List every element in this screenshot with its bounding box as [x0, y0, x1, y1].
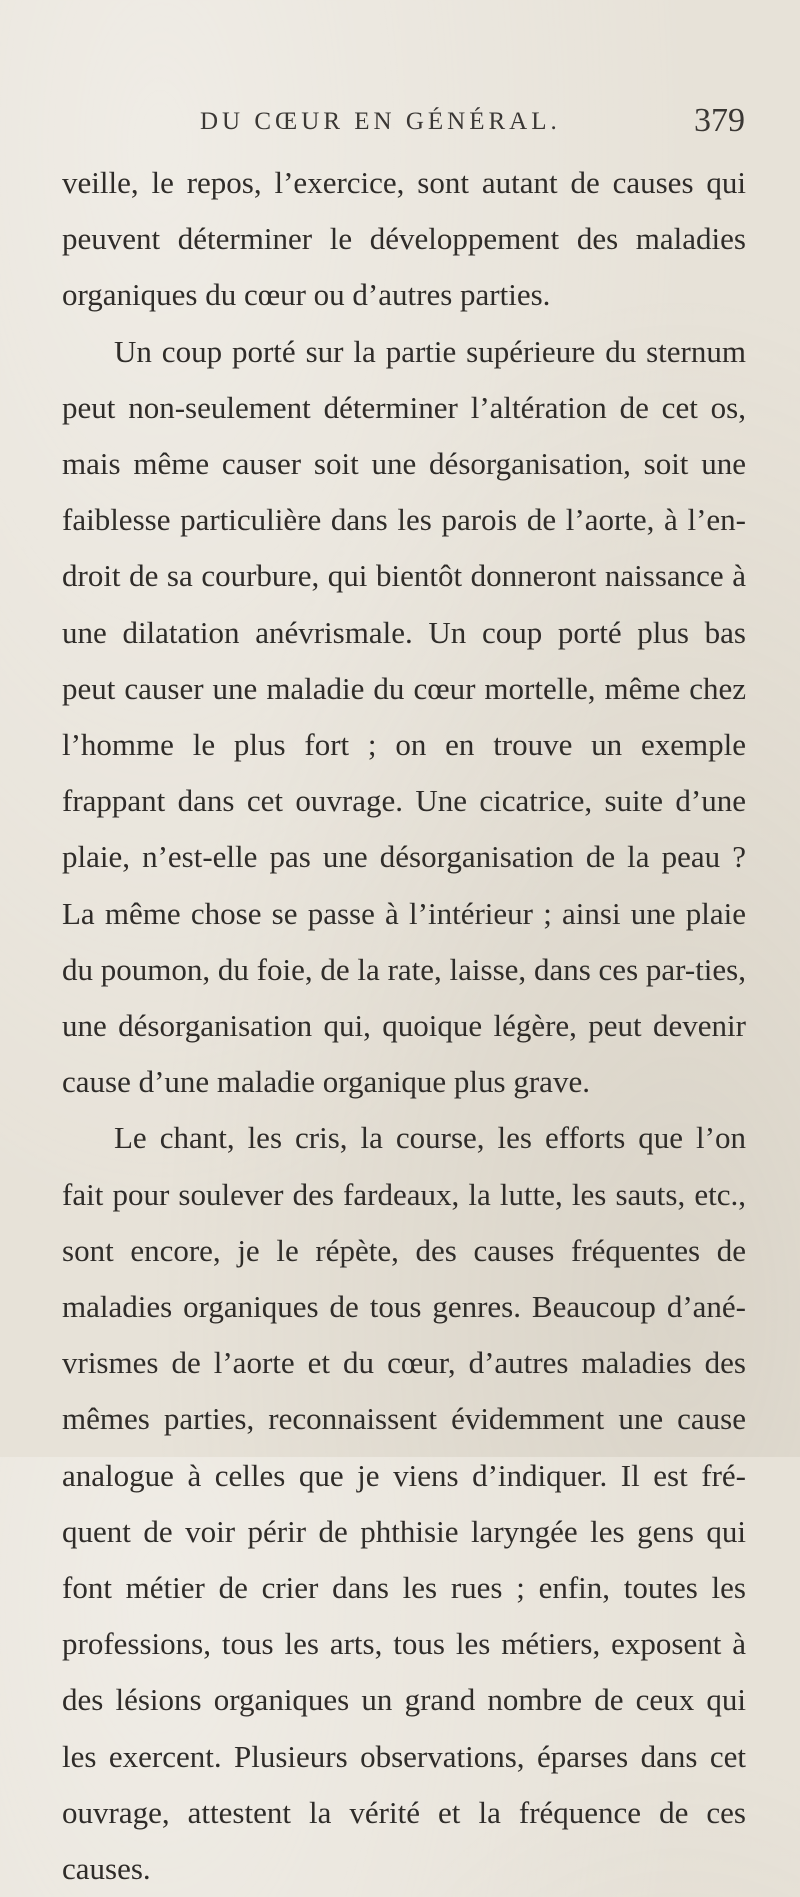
- paragraph-sternum: Un coup porté sur la partie supérieure du sternum peut non-seulement déterminer l’altération de cet os, mais même causer soit une désorganisation, soit une faiblesse particulière dans les parois de l’aorte, à l’en-droit de sa courbure, qui bientôt donneront naissance à une dilatation anévrismale. Un coup porté plus bas peut causer une maladie du cœur mortelle, même chez l’homme le plus fort ; on en trouve un exemple frappant dans cet ouvrage. Une cicatrice, suite d’une plaie, n’est-elle pas une désorganisation de la peau ? La même chose se passe à l’intérieur ; ainsi une plaie du poumon, du foie, de la rate, laisse, dans ces par-ties, une désorganisation qui, quoique légère, peut devenir cause d’une maladie organique plus grave.: [62, 333, 746, 1100]
- page-number: 379: [694, 102, 745, 139]
- running-title: DU CŒUR EN GÉNÉRAL.: [200, 108, 561, 135]
- running-head: [200, 104, 745, 144]
- paragraph-chant: Le chant, les cris, la course, les efforts que l’on fait pour soulever des fardeaux, la lutte, les sauts, etc., sont encore, je le répète, des causes fréquentes de maladies organiques de tous genres. Beaucoup d’ané-vrismes de l’aorte et du cœur, d’autres maladies des mêmes parties, reconnaissent évidemment une cause analogue à celles que je viens d’indiquer. Il est fré-quent de voir périr de phthisie laryngée les gens qui font métier de crier dans les rues ; enfin, toutes les professions, tous les arts, tous les métiers, exposent à des lésions organiques un grand nombre de ceux qui les exercent. Plusieurs observations, éparses dans cet ouvrage, attestent la vérité et la fréquence de ces causes.: [62, 1120, 746, 1887]
- body-text: [62, 155, 746, 1897]
- paragraph-continuation: veille, le repos, l’exercice, sont autant de causes qui peuvent déterminer le développement des maladies organiques du cœur ou d’autres parties.: [62, 165, 746, 313]
